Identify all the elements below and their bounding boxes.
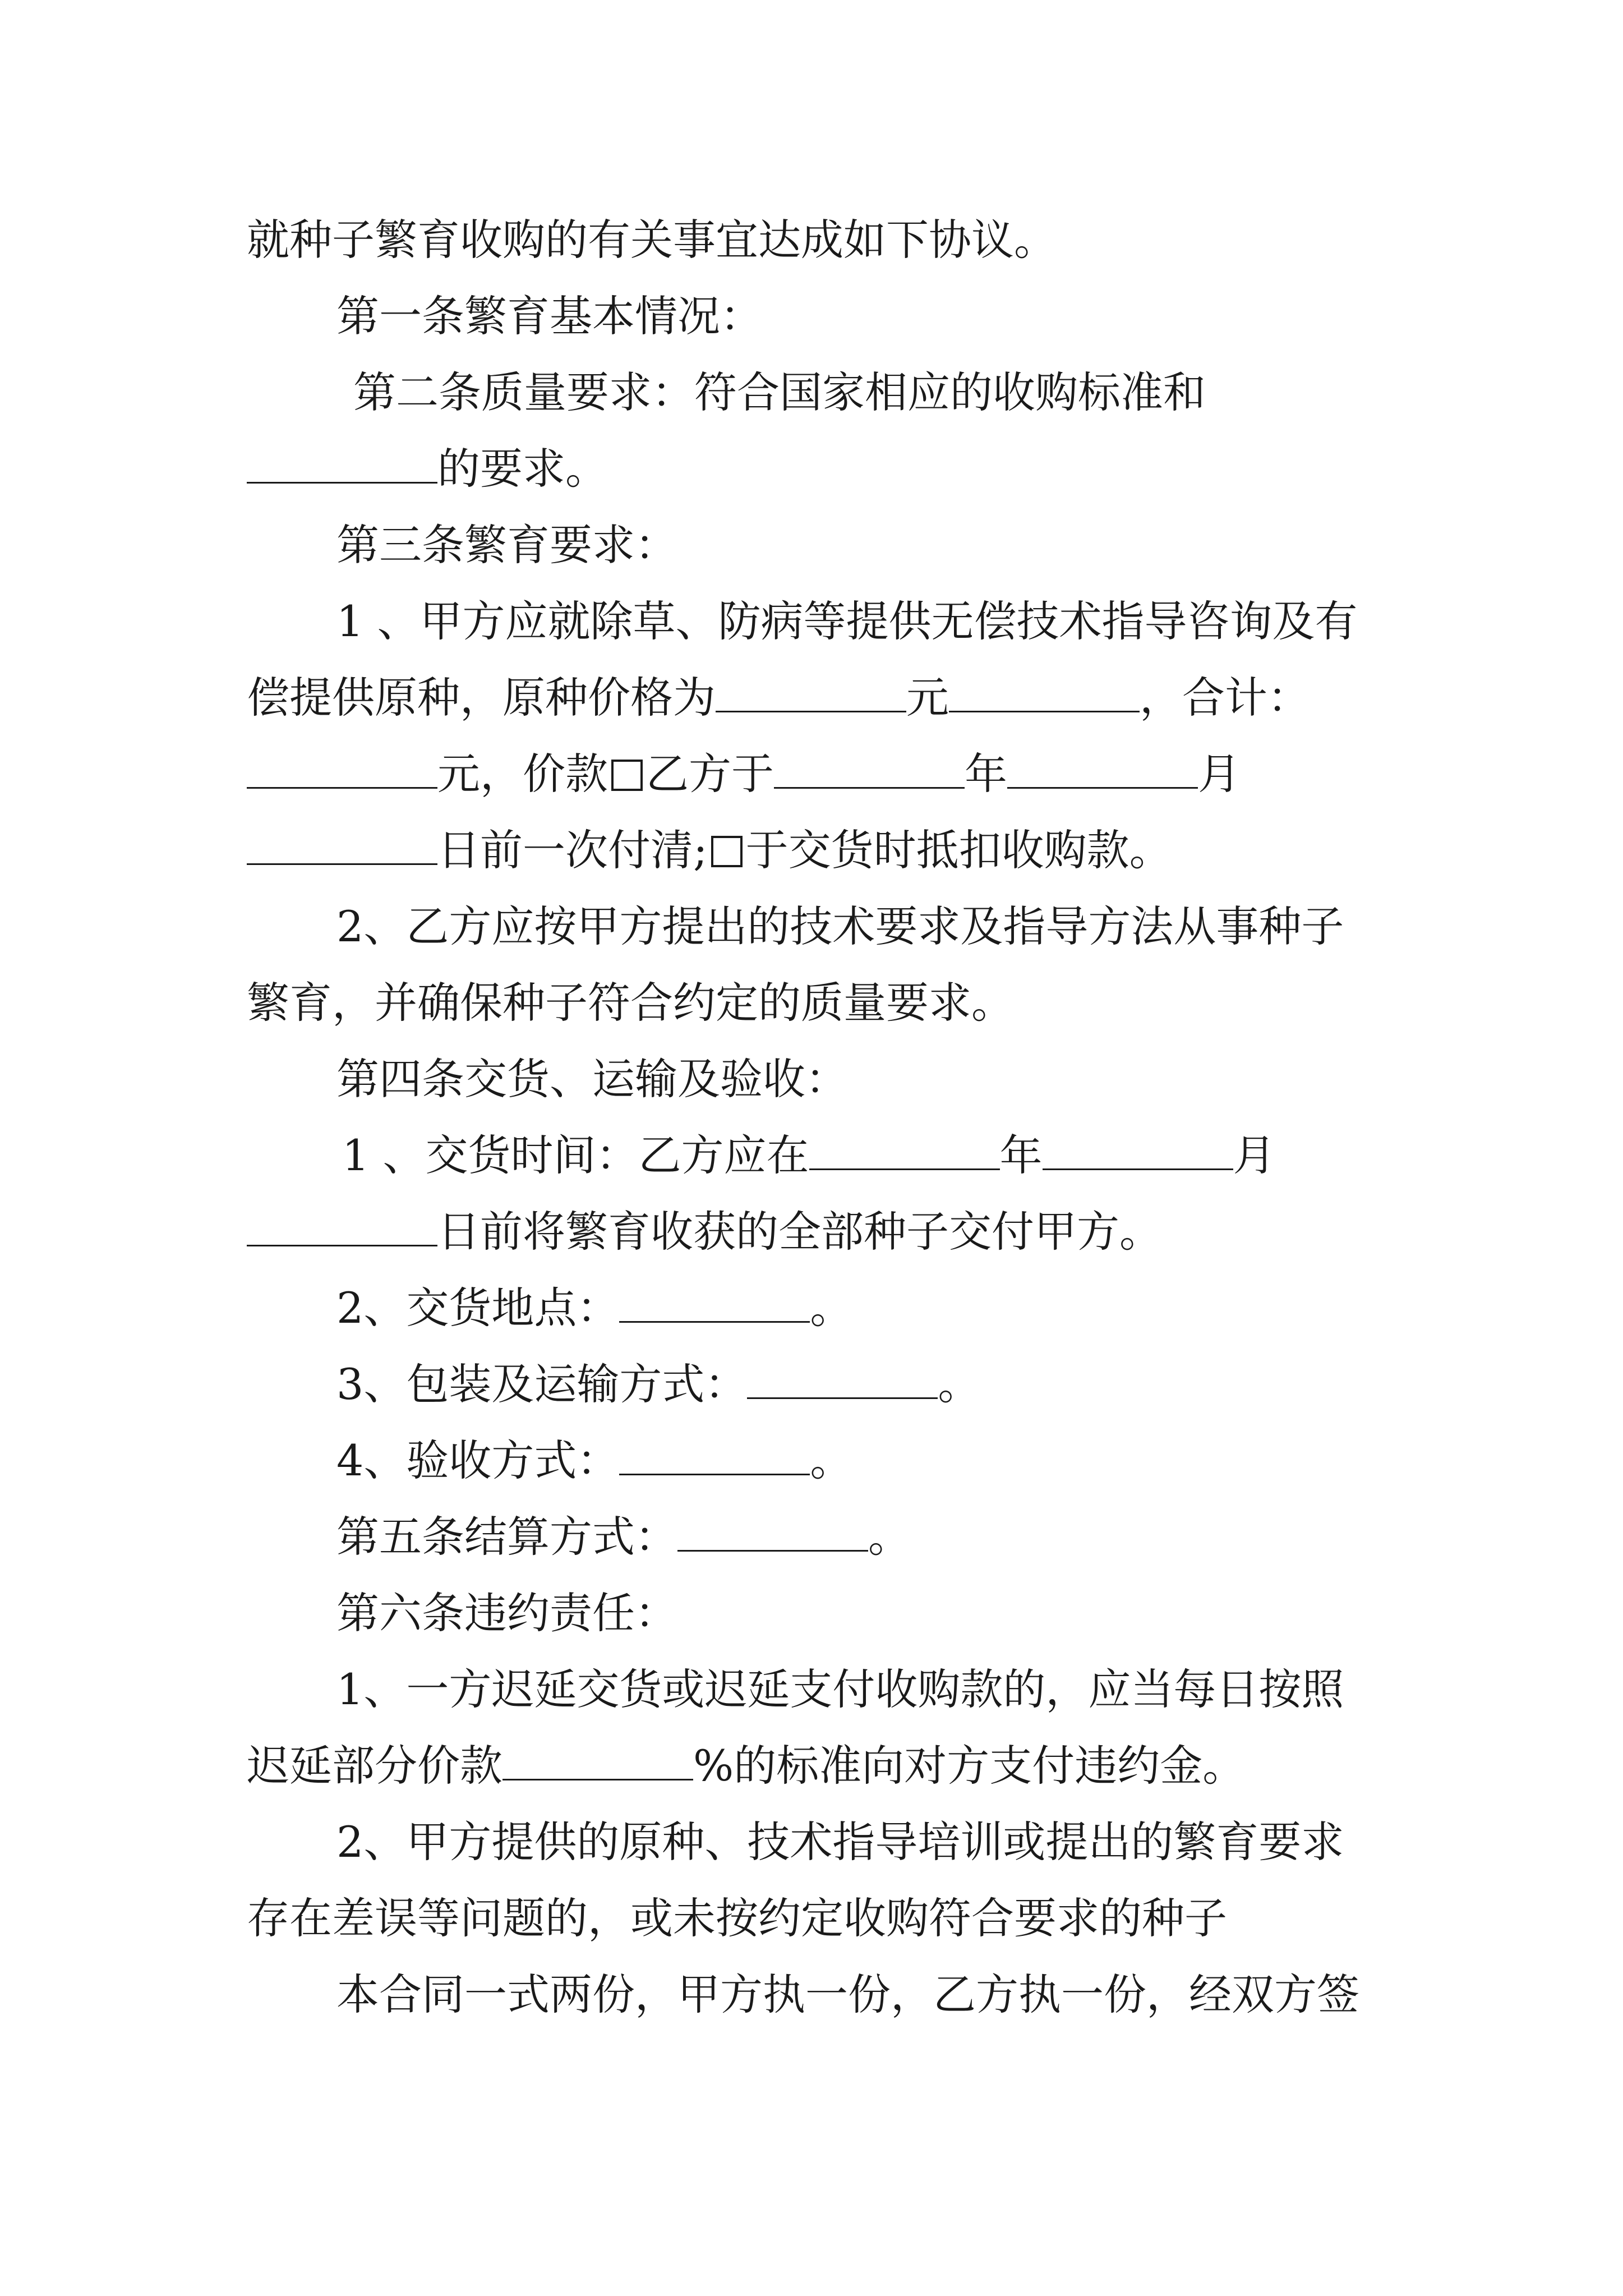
text-line: 元，价款 乙方于 年 月 — [247, 747, 1623, 801]
text-line: 1 、交货时间：乙方应在 年 月 — [342, 1130, 1276, 1180]
fill-blank — [774, 748, 965, 789]
checkbox-icon — [711, 836, 743, 867]
text-line: 偿提供原种，原种价格为 元 ，合计： — [247, 673, 1310, 723]
text-line: 2、甲方提供的原种、技术指导培训或提出的繁育要求 — [336, 1817, 1344, 1867]
fill-blank — [949, 671, 1140, 712]
text-line: 第五条结算方式： 。 — [336, 1512, 911, 1562]
fill-blank — [502, 1740, 693, 1780]
text-line: 第三条繁育要求： — [336, 520, 677, 570]
text-line: 存在差误等问题的，或未按约定收购符合要求的种子 — [247, 1893, 1227, 1943]
fill-blank — [677, 1511, 868, 1552]
text-line: 第四条交货、运输及验收： — [336, 1054, 848, 1104]
text-line: 就种子繁育收购的有关事宜达成如下协议。 — [247, 215, 1057, 265]
fill-blank — [247, 748, 437, 789]
text-line: 2、交货地点： 。 — [336, 1283, 853, 1333]
text-line: 本合同一式两份，甲方执一份，乙方执一份，经双方签 — [336, 1970, 1359, 2019]
text-line: 第一条繁育基本情况： — [336, 291, 763, 341]
text-line: 4、验收方式： 。 — [336, 1435, 853, 1485]
text-line: 日前一次付清; 于交货时抵扣收购款。 — [247, 823, 1623, 877]
text-line: 日前将繁育收获的全部种子交付甲方。 — [247, 1205, 1623, 1259]
checkbox-icon — [611, 760, 643, 791]
text-line: 繁育，并确保种子符合约定的质量要求。 — [247, 978, 1014, 1028]
text-line: 第六条违约责任： — [336, 1588, 677, 1638]
fill-blank — [1007, 748, 1198, 789]
text-line: 2、乙方应按甲方提出的技术要求及指导方法从事种子 — [336, 901, 1344, 951]
fill-blank — [1043, 1129, 1233, 1170]
fill-blank — [809, 1129, 1000, 1170]
fill-blank — [247, 1205, 437, 1246]
text-line: 第二条质量要求：符合国家相应的收购标准和 — [353, 367, 1206, 417]
text-line: 1 、甲方应就除草、防病等提供无偿技术指导咨询及有 — [336, 596, 1358, 646]
text-line: 1、一方迟延交货或迟延支付收购款的，应当每日按照 — [336, 1664, 1344, 1714]
fill-blank — [619, 1434, 810, 1475]
fill-blank — [247, 824, 437, 865]
fill-blank — [747, 1358, 938, 1399]
text-line: 的要求。 — [247, 442, 1623, 496]
text-line: 迟延部分价款 %的标准向对方支付违约金。 — [247, 1741, 1246, 1791]
fill-blank — [247, 443, 437, 484]
text-line: 3、包装及运输方式： 。 — [336, 1359, 981, 1409]
fill-blank — [716, 671, 906, 712]
fill-blank — [619, 1282, 810, 1323]
